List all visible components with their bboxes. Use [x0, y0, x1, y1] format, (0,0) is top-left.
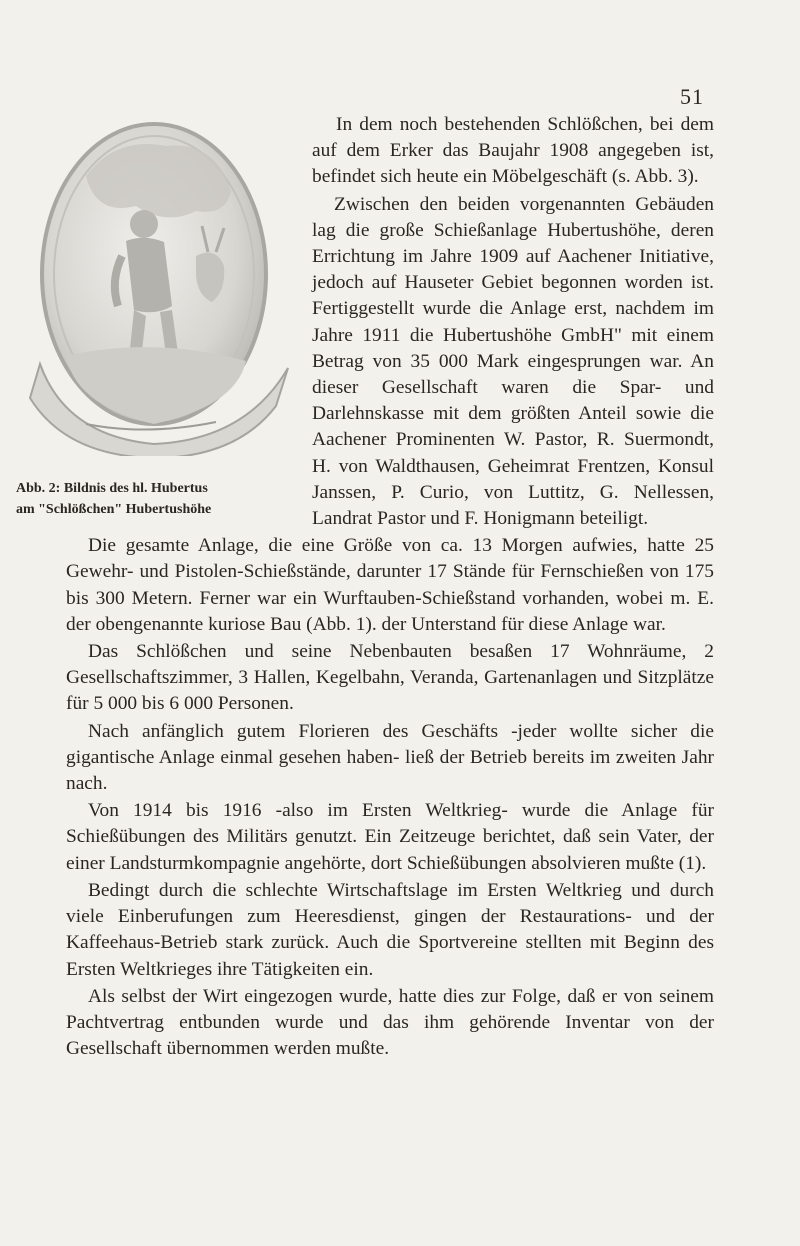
body-text: [66, 112, 714, 1062]
paragraph: Nach anfänglich gutem Florieren des Geschäfts -jeder wollte sicher die gigantische Anlage einmal gesehen haben- ließ der Betrieb bereits im zweiten Jahr nach.: [66, 720, 714, 795]
paragraph: Bedingt durch die schlechte Wirtschaftslage im Ersten Weltkrieg und durch viele Einberufungen zum Heeresdienst, gingen der Restaurations- und der Kaffeehaus-Betrieb stark zurück. Auch die Sportvereine stellten mit Beginn des Ersten Weltkrieges ihre Tätigkeiten ein.: [66, 879, 714, 980]
caption-line-1: Abb. 2: Bildnis des hl. Hubertus: [16, 481, 208, 496]
figure-float-space: [66, 112, 312, 524]
page-number: 51: [680, 84, 704, 109]
paragraph: Von 1914 bis 1916 -also im Ersten Weltkrieg- wurde die Anlage für Schießübungen des Militärs genutzt. Ein Zeitzeuge berichtet, daß sein Vater, der einer Landsturmkompagnie angehörte, dort Schießübungen absolvieren mußte (1).: [66, 800, 714, 874]
paragraph: In dem noch bestehenden Schlößchen, bei dem auf dem Erker das Baujahr 1908 angegeben ist, befindet sich heute ein Möbelgeschäft (s. Abb. 3).: [312, 114, 714, 188]
paragraph: Die gesamte Anlage, die eine Größe von ca. 13 Morgen aufwies, hatte 25 Gewehr- und Pistolen-Schießstände, darunter 17 Stände für Fernschießen von 175 bis 300 Metern. Ferner war ein Wurftauben-Schießstand vorhanden, wobei m. E. der obengenannte kuriose Bau (Abb. 1). der Unterstand für diese Anlage war.: [66, 535, 714, 635]
paragraph: Als selbst der Wirt eingezogen wurde, hatte dies zur Folge, daß er von seinem Pachtvertrag entbunden wurde und das ihm gehörende Inventar von der Gesellschaft übernommen werden mußte.: [66, 985, 714, 1060]
paragraph: Das Schlößchen und seine Nebenbauten besaßen 17 Wohnräume, 2 Gesellschaftszimmer, 3 Hallen, Kegelbahn, Veranda, Gartenanlagen und Sitzplätze für 5 000 bis 6 000 Personen.: [66, 641, 714, 715]
paragraph: Zwischen den beiden vorgenannten Gebäuden lag die große Schießanlage Hubertushöhe, deren Errichtung im Jahre 1909 auf Aachener Initiative, jedoch auf Hauseter Gebiet begonnen worden ist. Fertiggestellt wurde die Anlage erst, nachdem im Jahre 1911 die Hubertushöhe GmbH" mit einem Betrag von 35 000 Mark eingesprungen war. An dieser Gesellschaft waren die Spar- und Darlehnskasse mit dem größten Anteil sowie die Aachener Prominenten W. Pastor, R. Suermondt, H. von Waldthausen, Geheimrat Frentzen, Konsul Janssen, P. Curio, von Luttitz, G. Nellessen, Landrat Pastor und F. Honigmann beteiligt.: [312, 193, 714, 530]
caption-line-2: am "Schlößchen" Hubertushöhe: [16, 502, 212, 517]
